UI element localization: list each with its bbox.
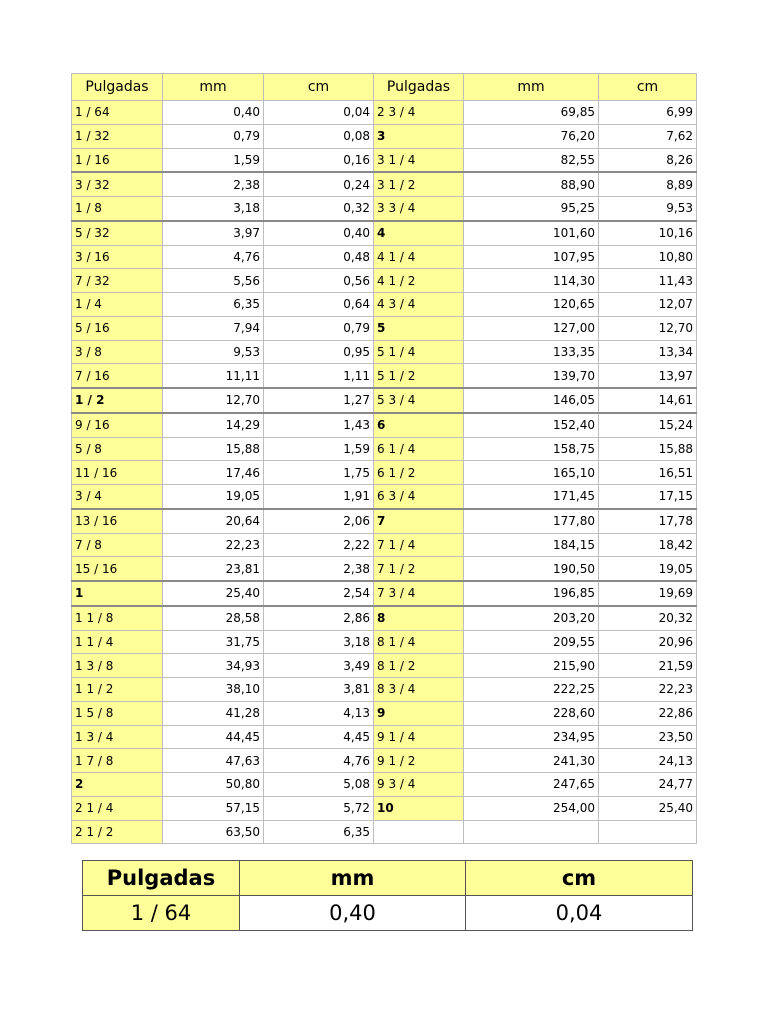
empty-cell <box>374 820 464 844</box>
header-pulgadas-left: Pulgadas <box>72 74 163 101</box>
mm-cell: 3,18 <box>163 197 264 221</box>
table-row <box>72 197 697 221</box>
mm-cell: 133,35 <box>464 340 599 364</box>
cm-cell: 25,40 <box>599 796 697 820</box>
cm-cell: 20,96 <box>599 630 697 654</box>
mm-cell: 3,97 <box>163 221 264 245</box>
inch-cell: 4 3 / 4 <box>374 293 464 317</box>
inch-cell: 1 3 / 4 <box>72 725 163 749</box>
cm-cell: 2,38 <box>264 557 374 581</box>
cm-cell: 24,13 <box>599 749 697 773</box>
cm-cell: 23,50 <box>599 725 697 749</box>
mm-cell: 165,10 <box>464 461 599 485</box>
inch-cell: 3 / 32 <box>72 172 163 196</box>
table-row <box>72 316 697 340</box>
table-row <box>72 437 697 461</box>
cm-cell: 0,64 <box>264 293 374 317</box>
cm-cell: 0,95 <box>264 340 374 364</box>
inch-cell: 8 <box>374 606 464 630</box>
table-row <box>72 245 697 269</box>
cm-cell: 0,24 <box>264 172 374 196</box>
mm-cell: 88,90 <box>464 172 599 196</box>
mm-cell: 158,75 <box>464 437 599 461</box>
mm-cell: 177,80 <box>464 509 599 533</box>
mm-cell: 47,63 <box>163 749 264 773</box>
table-row <box>72 269 697 293</box>
inch-cell: 3 / 16 <box>72 245 163 269</box>
inch-cell: 7 <box>374 509 464 533</box>
table-row <box>72 678 697 702</box>
table-row <box>72 749 697 773</box>
converter-cm-value: 0,04 <box>466 896 693 931</box>
mm-cell: 101,60 <box>464 221 599 245</box>
cm-cell: 17,15 <box>599 485 697 509</box>
cm-cell: 6,99 <box>599 101 697 125</box>
inch-cell: 8 1 / 2 <box>374 654 464 678</box>
cm-cell: 8,89 <box>599 172 697 196</box>
mm-cell: 234,95 <box>464 725 599 749</box>
header-mm-left: mm <box>163 74 264 101</box>
header-cm-right: cm <box>599 74 697 101</box>
inch-cell: 9 1 / 2 <box>374 749 464 773</box>
mm-cell: 11,11 <box>163 364 264 388</box>
mm-cell: 228,60 <box>464 701 599 725</box>
cm-cell: 4,45 <box>264 725 374 749</box>
mm-cell: 2,38 <box>163 172 264 196</box>
table-header-row <box>72 74 697 101</box>
inch-cell: 1 3 / 8 <box>72 654 163 678</box>
mm-cell: 1,59 <box>163 148 264 172</box>
inch-cell: 7 / 8 <box>72 533 163 557</box>
inch-cell: 2 3 / 4 <box>374 101 464 125</box>
table-row <box>72 340 697 364</box>
inch-cell: 1 <box>72 581 163 606</box>
converter-inch-value[interactable]: 1 / 64 <box>83 896 240 931</box>
cm-cell: 12,07 <box>599 293 697 317</box>
cm-cell: 8,26 <box>599 148 697 172</box>
conversion-table <box>71 73 697 844</box>
cm-cell: 5,08 <box>264 773 374 797</box>
cm-cell: 0,32 <box>264 197 374 221</box>
table-row <box>72 820 697 844</box>
inch-cell: 6 <box>374 413 464 437</box>
mm-cell: 19,05 <box>163 485 264 509</box>
inch-cell: 8 1 / 4 <box>374 630 464 654</box>
table-row <box>72 509 697 533</box>
mm-cell: 31,75 <box>163 630 264 654</box>
cm-cell: 0,40 <box>264 221 374 245</box>
cm-cell: 1,75 <box>264 461 374 485</box>
mm-cell: 82,55 <box>464 148 599 172</box>
inch-cell: 11 / 16 <box>72 461 163 485</box>
inch-cell: 1 / 8 <box>72 197 163 221</box>
mm-cell: 107,95 <box>464 245 599 269</box>
inch-cell: 5 / 16 <box>72 316 163 340</box>
converter-mm-value: 0,40 <box>240 896 466 931</box>
inch-cell: 1 7 / 8 <box>72 749 163 773</box>
cm-cell: 13,34 <box>599 340 697 364</box>
mm-cell: 247,65 <box>464 773 599 797</box>
cm-cell: 0,48 <box>264 245 374 269</box>
table-row <box>72 654 697 678</box>
mm-cell: 76,20 <box>464 124 599 148</box>
cm-cell: 24,77 <box>599 773 697 797</box>
cm-cell: 10,16 <box>599 221 697 245</box>
inch-cell: 9 <box>374 701 464 725</box>
inch-cell: 1 / 64 <box>72 101 163 125</box>
inch-cell: 10 <box>374 796 464 820</box>
cm-cell: 20,32 <box>599 606 697 630</box>
inch-cell: 5 / 32 <box>72 221 163 245</box>
cm-cell: 2,54 <box>264 581 374 606</box>
mm-cell: 203,20 <box>464 606 599 630</box>
header-pulgadas-right: Pulgadas <box>374 74 464 101</box>
inch-cell: 4 1 / 2 <box>374 269 464 293</box>
inch-cell: 5 1 / 2 <box>374 364 464 388</box>
inch-cell: 1 1 / 4 <box>72 630 163 654</box>
mm-cell: 222,25 <box>464 678 599 702</box>
table-row <box>72 533 697 557</box>
cm-cell: 22,23 <box>599 678 697 702</box>
table-row <box>72 773 697 797</box>
mm-cell: 146,05 <box>464 388 599 413</box>
inch-cell: 1 / 2 <box>72 388 163 413</box>
inch-cell: 2 <box>72 773 163 797</box>
inch-cell: 2 1 / 2 <box>72 820 163 844</box>
mm-cell: 28,58 <box>163 606 264 630</box>
cm-cell: 2,06 <box>264 509 374 533</box>
table-row <box>72 725 697 749</box>
cm-cell: 9,53 <box>599 197 697 221</box>
mm-cell: 209,55 <box>464 630 599 654</box>
table-row <box>72 388 697 413</box>
inch-cell: 4 <box>374 221 464 245</box>
mm-cell: 7,94 <box>163 316 264 340</box>
mm-cell: 9,53 <box>163 340 264 364</box>
table-row <box>72 701 697 725</box>
table-row <box>72 172 697 196</box>
cm-cell: 16,51 <box>599 461 697 485</box>
table-body <box>72 101 697 844</box>
mm-cell: 14,29 <box>163 413 264 437</box>
inch-cell: 3 1 / 4 <box>374 148 464 172</box>
cm-cell: 15,24 <box>599 413 697 437</box>
cm-cell: 11,43 <box>599 269 697 293</box>
cm-cell: 17,78 <box>599 509 697 533</box>
inch-cell: 13 / 16 <box>72 509 163 533</box>
mm-cell: 44,45 <box>163 725 264 749</box>
inch-cell: 1 / 32 <box>72 124 163 148</box>
inch-cell: 3 3 / 4 <box>374 197 464 221</box>
table-row <box>72 796 697 820</box>
mm-cell: 241,30 <box>464 749 599 773</box>
table-row <box>72 606 697 630</box>
mm-cell: 190,50 <box>464 557 599 581</box>
cm-cell: 7,62 <box>599 124 697 148</box>
cm-cell: 4,13 <box>264 701 374 725</box>
inch-cell: 3 1 / 2 <box>374 172 464 196</box>
table-row <box>72 461 697 485</box>
mm-cell: 254,00 <box>464 796 599 820</box>
inch-cell: 5 1 / 4 <box>374 340 464 364</box>
inch-cell: 1 / 4 <box>72 293 163 317</box>
cm-cell: 3,49 <box>264 654 374 678</box>
mm-cell: 6,35 <box>163 293 264 317</box>
mm-cell: 5,56 <box>163 269 264 293</box>
cm-cell: 1,43 <box>264 413 374 437</box>
mm-cell: 0,79 <box>163 124 264 148</box>
inch-cell: 6 1 / 2 <box>374 461 464 485</box>
mm-cell: 34,93 <box>163 654 264 678</box>
mm-cell: 50,80 <box>163 773 264 797</box>
table-row <box>72 413 697 437</box>
cm-cell: 10,80 <box>599 245 697 269</box>
mm-cell: 23,81 <box>163 557 264 581</box>
converter-value-row <box>83 896 693 931</box>
converter-table <box>82 860 693 931</box>
mm-cell: 127,00 <box>464 316 599 340</box>
inch-cell: 1 5 / 8 <box>72 701 163 725</box>
cm-cell: 19,69 <box>599 581 697 606</box>
mm-cell: 38,10 <box>163 678 264 702</box>
inch-cell: 9 / 16 <box>72 413 163 437</box>
mm-cell: 120,65 <box>464 293 599 317</box>
cm-cell: 6,35 <box>264 820 374 844</box>
inch-cell: 1 1 / 8 <box>72 606 163 630</box>
cm-cell: 2,86 <box>264 606 374 630</box>
cm-cell: 5,72 <box>264 796 374 820</box>
mm-cell: 184,15 <box>464 533 599 557</box>
table-row <box>72 630 697 654</box>
inch-cell: 4 1 / 4 <box>374 245 464 269</box>
cm-cell: 4,76 <box>264 749 374 773</box>
inch-cell: 7 3 / 4 <box>374 581 464 606</box>
cm-cell: 1,11 <box>264 364 374 388</box>
inch-cell: 3 / 8 <box>72 340 163 364</box>
cm-cell: 14,61 <box>599 388 697 413</box>
inch-cell: 9 3 / 4 <box>374 773 464 797</box>
table-row <box>72 581 697 606</box>
mm-cell: 69,85 <box>464 101 599 125</box>
mm-cell: 139,70 <box>464 364 599 388</box>
mm-cell: 215,90 <box>464 654 599 678</box>
cm-cell: 1,27 <box>264 388 374 413</box>
mm-cell: 63,50 <box>163 820 264 844</box>
table-row <box>72 293 697 317</box>
header-cm-left: cm <box>264 74 374 101</box>
mm-cell: 22,23 <box>163 533 264 557</box>
converter-header-mm: mm <box>240 861 466 896</box>
cm-cell: 19,05 <box>599 557 697 581</box>
inch-cell: 5 <box>374 316 464 340</box>
converter-header-pulgadas: Pulgadas <box>83 861 240 896</box>
empty-cell <box>464 820 599 844</box>
inch-cell: 1 1 / 2 <box>72 678 163 702</box>
cm-cell: 0,16 <box>264 148 374 172</box>
inch-cell: 7 1 / 4 <box>374 533 464 557</box>
inch-cell: 7 1 / 2 <box>374 557 464 581</box>
cm-cell: 3,18 <box>264 630 374 654</box>
mm-cell: 114,30 <box>464 269 599 293</box>
converter-header-cm: cm <box>466 861 693 896</box>
cm-cell: 21,59 <box>599 654 697 678</box>
mm-cell: 171,45 <box>464 485 599 509</box>
mm-cell: 0,40 <box>163 101 264 125</box>
inch-cell: 9 1 / 4 <box>374 725 464 749</box>
cm-cell: 2,22 <box>264 533 374 557</box>
cm-cell: 0,04 <box>264 101 374 125</box>
table-row <box>72 364 697 388</box>
mm-cell: 41,28 <box>163 701 264 725</box>
mm-cell: 15,88 <box>163 437 264 461</box>
empty-cell <box>599 820 697 844</box>
inch-cell: 1 / 16 <box>72 148 163 172</box>
inch-cell: 3 / 4 <box>72 485 163 509</box>
cm-cell: 1,91 <box>264 485 374 509</box>
inch-cell: 6 3 / 4 <box>374 485 464 509</box>
inch-cell: 5 3 / 4 <box>374 388 464 413</box>
cm-cell: 15,88 <box>599 437 697 461</box>
mm-cell: 12,70 <box>163 388 264 413</box>
table-row <box>72 221 697 245</box>
cm-cell: 1,59 <box>264 437 374 461</box>
mm-cell: 17,46 <box>163 461 264 485</box>
table-row <box>72 124 697 148</box>
inch-cell: 3 <box>374 124 464 148</box>
cm-cell: 18,42 <box>599 533 697 557</box>
mm-cell: 20,64 <box>163 509 264 533</box>
cm-cell: 12,70 <box>599 316 697 340</box>
mm-cell: 4,76 <box>163 245 264 269</box>
cm-cell: 0,08 <box>264 124 374 148</box>
cm-cell: 3,81 <box>264 678 374 702</box>
inch-cell: 7 / 32 <box>72 269 163 293</box>
mm-cell: 57,15 <box>163 796 264 820</box>
mm-cell: 95,25 <box>464 197 599 221</box>
mm-cell: 196,85 <box>464 581 599 606</box>
table-row <box>72 557 697 581</box>
inch-cell: 6 1 / 4 <box>374 437 464 461</box>
header-mm-right: mm <box>464 74 599 101</box>
inch-cell: 7 / 16 <box>72 364 163 388</box>
cm-cell: 0,56 <box>264 269 374 293</box>
mm-cell: 25,40 <box>163 581 264 606</box>
inch-cell: 2 1 / 4 <box>72 796 163 820</box>
cm-cell: 13,97 <box>599 364 697 388</box>
mm-cell: 152,40 <box>464 413 599 437</box>
table-row <box>72 101 697 125</box>
inch-cell: 15 / 16 <box>72 557 163 581</box>
cm-cell: 0,79 <box>264 316 374 340</box>
table-row <box>72 485 697 509</box>
table-row <box>72 148 697 172</box>
cm-cell: 22,86 <box>599 701 697 725</box>
inch-cell: 8 3 / 4 <box>374 678 464 702</box>
converter-header-row <box>83 861 693 896</box>
inch-cell: 5 / 8 <box>72 437 163 461</box>
